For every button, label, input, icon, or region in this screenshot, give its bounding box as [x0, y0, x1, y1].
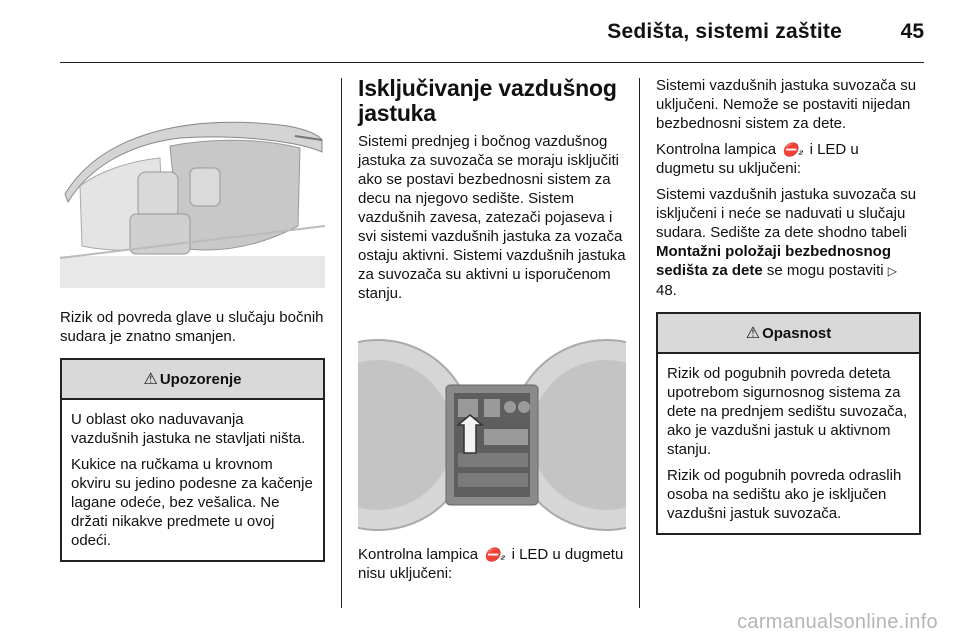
warning-triangle-icon: ⚠	[143, 371, 158, 388]
warning-box-header	[62, 360, 323, 400]
warning-triangle-icon: ⚠	[745, 325, 761, 342]
warning-paragraph-1: U oblast oko naduvavanja vazdušnih jastuka ne stavljati ništa.	[71, 411, 306, 447]
lamp-caption	[358, 545, 626, 583]
watermark: carmanualsonline.info	[737, 611, 938, 633]
page-header-title: Sedišta, sistemi zaštite	[607, 20, 842, 43]
figure-caption: Rizik od povreda glave u slučaju bočnih sudara je znatno smanjen.	[60, 309, 324, 345]
instrument-cluster-illustration	[358, 325, 626, 535]
lamp-on-paragraph	[656, 140, 921, 178]
warning-box-body	[62, 400, 323, 560]
column-divider-1	[341, 78, 342, 608]
danger-box-body	[658, 354, 919, 533]
lamp-on-pre: Kontrolna lampica	[656, 141, 777, 158]
status-off-paragraph	[656, 185, 921, 300]
warning-paragraph-2: Kukice na ručkama u krovnom okviru su jedino podesne za kačenje lagane odeće, bez vešalica. Ne držati nikakve predmete u ovoj odeći.	[71, 456, 313, 549]
status-on-paragraph: Sistemi vazdušnih jastuka suvozača su uključeni. Nemože se postaviti nijedan bezbednosni sistem za dete.	[656, 77, 917, 132]
status-off-post: se mogu postaviti	[766, 262, 884, 279]
section-heading: Isključivanje vazdušnog jastuka	[358, 75, 617, 126]
lamp-caption-pre: Kontrolna lampica	[358, 546, 479, 563]
warning-box-title: Upozorenje	[159, 370, 242, 388]
header-rule	[60, 62, 924, 63]
status-off-pre: Sistemi vazdušnih jastuka suvozača su isključeni i neće se naduvati u slučaju sudara. Sedište za dete shodno tabeli	[656, 186, 917, 241]
page-number: 45	[900, 20, 924, 43]
airbag-off-icon: ⛔₂	[484, 547, 506, 562]
airbag-off-icon: ⛔₂	[782, 142, 804, 157]
lamp-caption-post: i LED u dugmetu nisu uključeni:	[358, 546, 624, 582]
column-2	[358, 76, 626, 583]
danger-paragraph-1: Rizik od pogubnih povreda deteta upotrebom sigurnosnog sistema za dete na prednjem sedištu suvozača, ako je vazdušni jastuk u aktivnom stanju.	[667, 365, 908, 458]
column-1	[60, 76, 325, 562]
column-3	[656, 76, 921, 535]
curtain-airbag-illustration	[60, 76, 325, 288]
page-reference[interactable]: 48.	[656, 282, 677, 299]
warning-box	[60, 358, 325, 562]
danger-box-title: Opasnost	[762, 324, 832, 342]
child-seat-table-link[interactable]: Montažni položaji bezbednosnog sedišta za dete	[656, 243, 891, 279]
danger-box-header	[658, 314, 919, 354]
lamp-on-post: i LED u dugmetu su uključeni:	[656, 141, 859, 177]
danger-paragraph-2: Rizik od pogubnih povreda odraslih osoba na sedištu ako je isključen vazdušni jastuk suvozača.	[667, 467, 902, 522]
section-body: Sistemi prednjeg i bočnog vazdušnog jastuka za suvozača se moraju isključiti ako se postavi bezbednosni sistem za decu na njegovo sedište. Sistem vazdušnih zavesa, zatezači pojaseva i svi sistemi vazdušnih jastuka za vozača ostaju aktivni. Sistemi vazdušnih jastuka za suvozača su aktivni u isporučenom stanju.	[358, 133, 626, 302]
column-divider-2	[639, 78, 640, 608]
triangle-arrow-icon: ▷	[887, 264, 898, 278]
danger-box	[656, 312, 921, 535]
